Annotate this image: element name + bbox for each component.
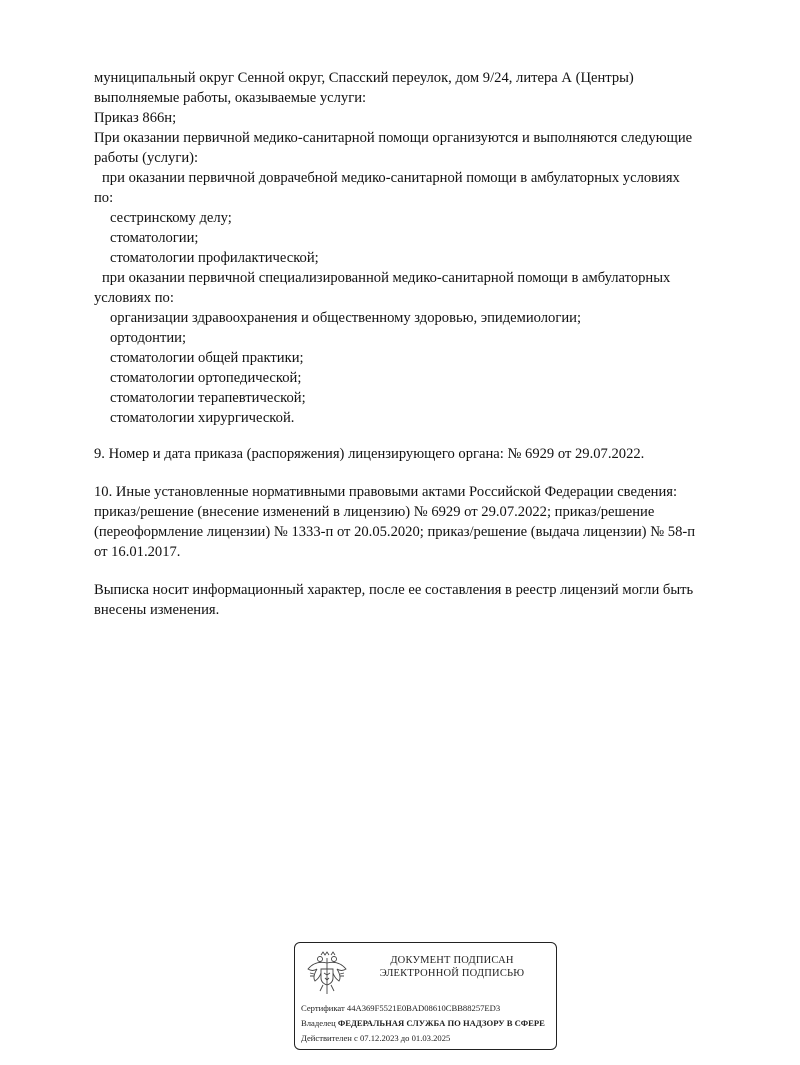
item-10-line: приказ/решение (внесение изменений в лицензию) № 6929 от 29.07.2022; приказ/решение	[94, 504, 655, 520]
list-item: сестринскому делу;	[110, 210, 232, 226]
certificate-value: 44A369F5521E0BAD08610CBB88257ED3	[346, 1003, 501, 1013]
list-item: стоматологии общей практики;	[110, 350, 304, 366]
body-line: по:	[94, 190, 114, 206]
body-line: муниципальный округ Сенной округ, Спасский переулок, дом 9/24, литера А (Центры)	[94, 70, 634, 86]
certificate-row	[301, 1003, 500, 1013]
stamp-title: ЭЛЕКТРОННОЙ ПОДПИСЬЮ	[379, 968, 525, 979]
body-line: условиях по:	[94, 290, 174, 306]
body-line: при оказании первичной специализированной медико-санитарной помощи в амбулаторных	[102, 270, 671, 286]
list-item: стоматологии профилактической;	[110, 250, 319, 266]
item-10-line: 10. Иные установленные нормативными правовыми актами Российской Федерации сведения:	[94, 484, 678, 500]
stamp-title: ДОКУМЕНТ ПОДПИСАН	[390, 955, 514, 966]
list-item: стоматологии;	[110, 230, 199, 246]
certificate-label: Сертификат	[301, 1003, 345, 1013]
owner-value: ФЕДЕРАЛЬНАЯ СЛУЖБА ПО НАДЗОРУ В СФЕРЕ	[337, 1018, 545, 1028]
validity-row: Действителен с 07.12.2023 до 01.03.2025	[301, 1033, 451, 1043]
item-9-order-number: 9. Номер и дата приказа (распоряжения) лицензирующего органа: № 6929 от 29.07.2022.	[94, 446, 645, 462]
list-item: организации здравоохранения и общественному здоровью, эпидемиологии;	[110, 310, 582, 326]
owner-row	[301, 1018, 545, 1028]
list-item: стоматологии хирургической.	[110, 410, 295, 426]
body-line: при оказании первичной доврачебной медико-санитарной помощи в амбулаторных условиях	[102, 170, 680, 186]
disclaimer-line: Выписка носит информационный характер, после ее составления в реестр лицензий могли быть	[94, 582, 694, 598]
list-item: ортодонтии;	[110, 330, 187, 346]
disclaimer-line: внесены изменения.	[94, 602, 220, 618]
body-line: выполняемые работы, оказываемые услуги:	[94, 90, 367, 106]
item-10-line: от 16.01.2017.	[94, 544, 181, 560]
body-line: работы (услуги):	[94, 150, 199, 166]
body-line: При оказании первичной медико-санитарной помощи организуются и выполняются следующие	[94, 130, 693, 146]
list-item: стоматологии терапевтической;	[110, 390, 306, 406]
owner-label: Владелец	[301, 1018, 336, 1028]
electronic-signature-stamp	[294, 942, 557, 1050]
coat-of-arms-icon	[305, 949, 349, 997]
item-10-line: (переоформление лицензии) № 1333-п от 20.05.2020; приказ/решение (выдача лицензии) № 58-п	[94, 524, 696, 540]
body-line: Приказ 866н;	[94, 110, 177, 126]
list-item: стоматологии ортопедической;	[110, 370, 302, 386]
